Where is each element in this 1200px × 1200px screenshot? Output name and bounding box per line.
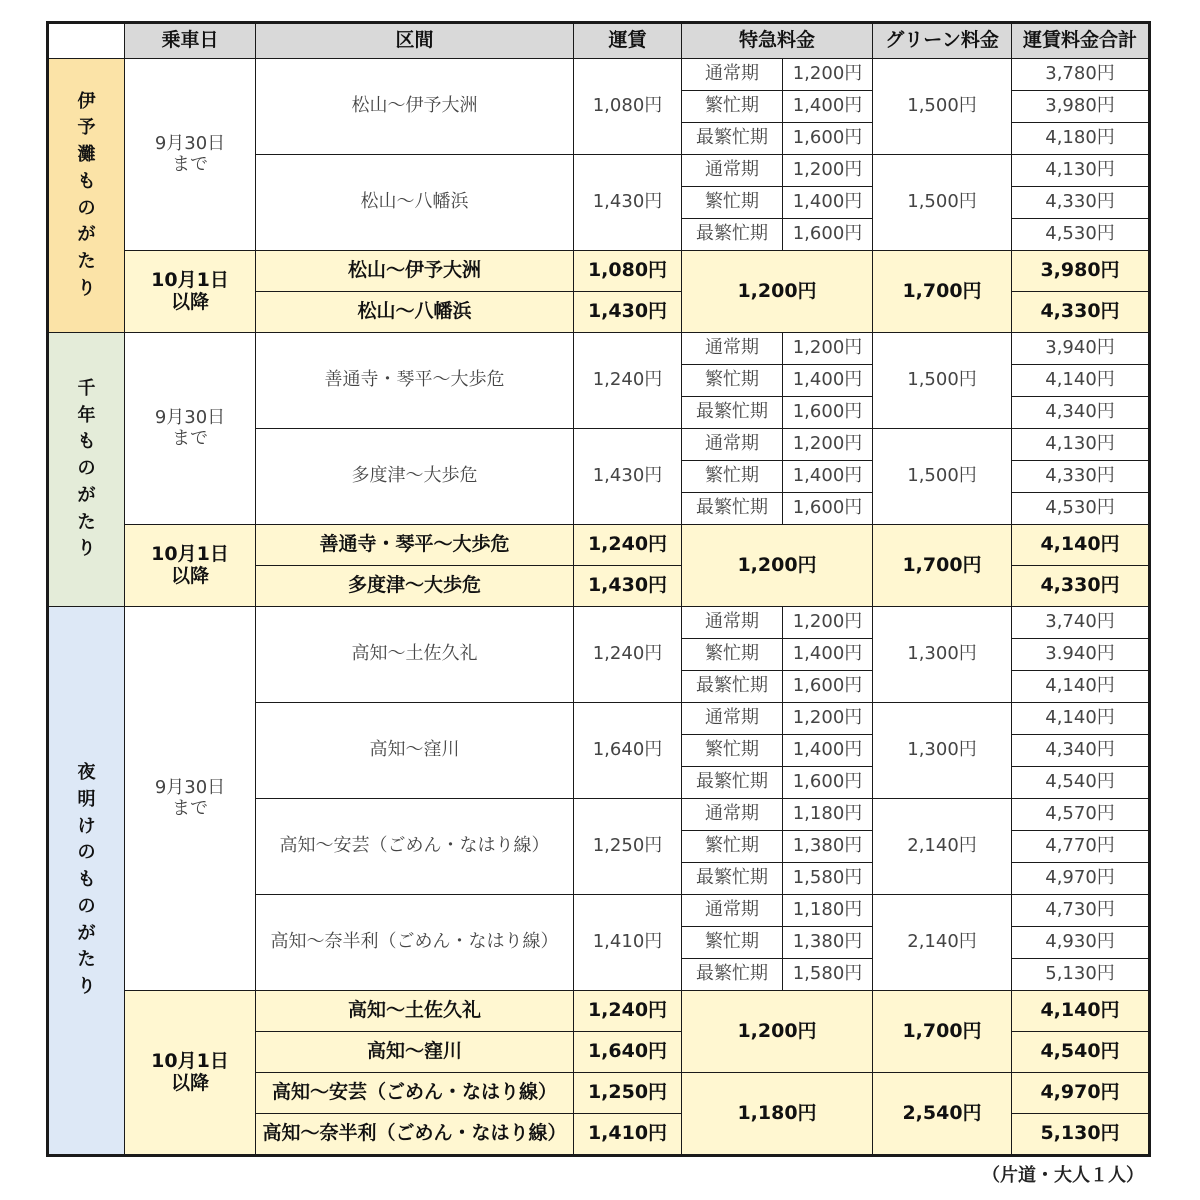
train-name-char: 明 xyxy=(77,789,96,811)
green-fee-cell: 1,700円 xyxy=(873,251,1012,333)
train-name xyxy=(49,59,125,333)
date-line: まで xyxy=(172,797,208,819)
total-cell: 4,140円 xyxy=(1012,525,1149,566)
train-name-char: が xyxy=(77,922,96,944)
total-cell: 4,180円 xyxy=(1012,123,1149,155)
route-cell: 高知～安芸（ごめん・なはり線） xyxy=(256,799,574,895)
date-line: 10月1日 xyxy=(151,268,229,291)
period-label: 通常期 xyxy=(682,799,783,831)
express-fee-cell: 1,200円 xyxy=(783,607,873,639)
train-name-char: り xyxy=(77,975,96,997)
route-cell: 高知～土佐久礼 xyxy=(256,991,574,1032)
express-fee-cell: 1,600円 xyxy=(783,671,873,703)
route-cell: 松山～伊予大洲 xyxy=(256,251,574,292)
train-name-char: も xyxy=(77,431,96,453)
header-express: 特急料金 xyxy=(682,24,873,59)
route-cell: 善通寺・琴平～大歩危 xyxy=(256,525,574,566)
fare-cell: 1,240円 xyxy=(574,525,682,566)
express-fee-cell: 1,600円 xyxy=(783,767,873,799)
route-cell: 松山～八幡浜 xyxy=(256,155,574,251)
fare-cell: 1,640円 xyxy=(574,703,682,799)
express-fee-cell: 1,200円 xyxy=(682,251,873,333)
train-name-char: も xyxy=(77,170,96,192)
total-cell: 4,340円 xyxy=(1012,735,1149,767)
train-name-char: の xyxy=(77,197,96,219)
train-name-char: た xyxy=(77,949,96,971)
period-label: 最繁忙期 xyxy=(682,767,783,799)
table-row xyxy=(49,59,1149,91)
train-name-char: り xyxy=(77,277,96,299)
period-label: 最繁忙期 xyxy=(682,959,783,991)
date-line: 以降 xyxy=(170,564,209,587)
route-cell: 高知～奈半利（ごめん・なはり線） xyxy=(256,1114,574,1155)
fare-cell: 1,240円 xyxy=(574,333,682,429)
green-fee-cell: 1,700円 xyxy=(873,991,1012,1073)
date-line: 以降 xyxy=(170,290,209,313)
total-cell: 4,140円 xyxy=(1012,703,1149,735)
route-cell: 松山～伊予大洲 xyxy=(256,59,574,155)
total-cell: 4,930円 xyxy=(1012,927,1149,959)
total-cell: 3,740円 xyxy=(1012,607,1149,639)
total-cell: 4,530円 xyxy=(1012,219,1149,251)
period-label: 通常期 xyxy=(682,333,783,365)
total-cell: 4,330円 xyxy=(1012,461,1149,493)
total-cell: 5,130円 xyxy=(1012,959,1149,991)
train-name-char: け xyxy=(77,815,96,837)
fare-cell: 1,080円 xyxy=(574,251,682,292)
date-line: 9月30日 xyxy=(154,132,226,154)
express-fee-cell: 1,200円 xyxy=(783,429,873,461)
date-line: 9月30日 xyxy=(154,406,226,428)
green-fee-cell: 1,500円 xyxy=(873,333,1012,429)
total-cell: 4,140円 xyxy=(1012,365,1149,397)
total-cell: 3,980円 xyxy=(1012,91,1149,123)
header-fare: 運賃 xyxy=(574,24,682,59)
green-fee-cell: 2,140円 xyxy=(873,799,1012,895)
total-cell: 4,970円 xyxy=(1012,1073,1149,1114)
period-label: 通常期 xyxy=(682,429,783,461)
train-name-char: り xyxy=(77,538,96,560)
express-fee-cell: 1,400円 xyxy=(783,735,873,767)
date-line: まで xyxy=(172,153,208,175)
total-cell: 4,540円 xyxy=(1012,767,1149,799)
header-section: 区間 xyxy=(256,24,574,59)
train-name-char: 予 xyxy=(77,117,96,139)
express-fee-cell: 1,200円 xyxy=(783,703,873,735)
express-fee-cell: 1,200円 xyxy=(682,525,873,607)
date-line: 10月1日 xyxy=(151,1049,229,1072)
fare-cell: 1,080円 xyxy=(574,59,682,155)
fare-cell: 1,410円 xyxy=(574,1114,682,1155)
train-name-char: 千 xyxy=(77,378,96,400)
green-fee-cell: 1,500円 xyxy=(873,59,1012,155)
train-name-char: の xyxy=(77,895,96,917)
table-row xyxy=(49,333,1149,365)
express-fee-cell: 1,600円 xyxy=(783,123,873,155)
total-cell: 4,130円 xyxy=(1012,429,1149,461)
period-label: 通常期 xyxy=(682,59,783,91)
table-row xyxy=(49,607,1149,639)
express-fee-cell: 1,580円 xyxy=(783,959,873,991)
total-cell: 4,530円 xyxy=(1012,493,1149,525)
route-cell: 高知～窪川 xyxy=(256,703,574,799)
train-name-char: た xyxy=(77,250,96,272)
period-label: 繁忙期 xyxy=(682,91,783,123)
fare-cell: 1,250円 xyxy=(574,1073,682,1114)
fare-cell: 1,430円 xyxy=(574,292,682,333)
green-fee-cell: 1,500円 xyxy=(873,155,1012,251)
express-fee-cell: 1,600円 xyxy=(783,219,873,251)
route-cell: 高知～土佐久礼 xyxy=(256,607,574,703)
route-cell: 高知～窪川 xyxy=(256,1032,574,1073)
train-name-char: の xyxy=(77,458,96,480)
express-fee-cell: 1,400円 xyxy=(783,365,873,397)
table-row xyxy=(49,525,1149,566)
express-fee-cell: 1,400円 xyxy=(783,187,873,219)
green-fee-cell: 1,500円 xyxy=(873,429,1012,525)
train-name xyxy=(49,333,125,607)
period-label: 繁忙期 xyxy=(682,735,783,767)
total-cell: 4,330円 xyxy=(1012,292,1149,333)
express-fee-cell: 1,380円 xyxy=(783,927,873,959)
boarding-date-old xyxy=(125,59,256,251)
fare-cell: 1,240円 xyxy=(574,991,682,1032)
total-cell: 4,140円 xyxy=(1012,991,1149,1032)
fare-cell: 1,430円 xyxy=(574,429,682,525)
route-cell: 善通寺・琴平～大歩危 xyxy=(256,333,574,429)
header-corner xyxy=(49,24,125,59)
period-label: 最繁忙期 xyxy=(682,397,783,429)
route-cell: 多度津～大歩危 xyxy=(256,566,574,607)
date-line: まで xyxy=(172,427,208,449)
express-fee-cell: 1,400円 xyxy=(783,91,873,123)
header-total: 運賃料金合計 xyxy=(1012,24,1149,59)
express-fee-cell: 1,200円 xyxy=(682,991,873,1073)
train-name-char: も xyxy=(77,869,96,891)
train-name-char: が xyxy=(77,484,96,506)
total-cell: 3,780円 xyxy=(1012,59,1149,91)
green-fee-cell: 1,300円 xyxy=(873,607,1012,703)
total-cell: 3,980円 xyxy=(1012,251,1149,292)
total-cell: 4,970円 xyxy=(1012,863,1149,895)
period-label: 最繁忙期 xyxy=(682,123,783,155)
total-cell: 4,340円 xyxy=(1012,397,1149,429)
express-fee-cell: 1,180円 xyxy=(783,799,873,831)
boarding-date-old xyxy=(125,607,256,991)
express-fee-cell: 1,600円 xyxy=(783,493,873,525)
express-fee-cell: 1,180円 xyxy=(783,895,873,927)
boarding-date-new xyxy=(125,251,256,333)
train-name-char: 夜 xyxy=(77,762,96,784)
green-fee-cell: 1,700円 xyxy=(873,525,1012,607)
green-fee-cell: 2,140円 xyxy=(873,895,1012,991)
route-cell: 高知～奈半利（ごめん・なはり線） xyxy=(256,895,574,991)
period-label: 最繁忙期 xyxy=(682,219,783,251)
boarding-date-old xyxy=(125,333,256,525)
date-line: 以降 xyxy=(170,1071,209,1094)
total-cell: 3,940円 xyxy=(1012,333,1149,365)
period-label: 通常期 xyxy=(682,607,783,639)
period-label: 最繁忙期 xyxy=(682,863,783,895)
table-row xyxy=(49,991,1149,1032)
fare-table-body xyxy=(49,59,1149,1155)
green-fee-cell: 1,300円 xyxy=(873,703,1012,799)
period-label: 繁忙期 xyxy=(682,639,783,671)
fare-table xyxy=(48,23,1149,1155)
footnote: （片道・大人１人） xyxy=(982,1165,1144,1186)
express-fee-cell: 1,180円 xyxy=(682,1073,873,1155)
fare-cell: 1,430円 xyxy=(574,566,682,607)
express-fee-cell: 1,200円 xyxy=(783,59,873,91)
period-label: 通常期 xyxy=(682,703,783,735)
period-label: 通常期 xyxy=(682,895,783,927)
boarding-date-new xyxy=(125,991,256,1155)
total-cell: 4,730円 xyxy=(1012,895,1149,927)
period-label: 繁忙期 xyxy=(682,927,783,959)
route-cell: 高知～安芸（ごめん・なはり線） xyxy=(256,1073,574,1114)
express-fee-cell: 1,580円 xyxy=(783,863,873,895)
header-date: 乗車日 xyxy=(125,24,256,59)
train-name xyxy=(49,607,125,1155)
header-row xyxy=(49,24,1149,59)
train-name-char: 灘 xyxy=(77,144,96,166)
express-fee-cell: 1,200円 xyxy=(783,333,873,365)
total-cell: 4,770円 xyxy=(1012,831,1149,863)
period-label: 通常期 xyxy=(682,155,783,187)
fare-cell: 1,250円 xyxy=(574,799,682,895)
total-cell: 4,330円 xyxy=(1012,187,1149,219)
table-row xyxy=(49,251,1149,292)
fare-cell: 1,430円 xyxy=(574,155,682,251)
total-cell: 4,330円 xyxy=(1012,566,1149,607)
route-cell: 松山～八幡浜 xyxy=(256,292,574,333)
period-label: 繁忙期 xyxy=(682,187,783,219)
total-cell: 4,130円 xyxy=(1012,155,1149,187)
green-fee-cell: 2,540円 xyxy=(873,1073,1012,1155)
express-fee-cell: 1,600円 xyxy=(783,397,873,429)
total-cell: 3.940円 xyxy=(1012,639,1149,671)
date-line: 9月30日 xyxy=(154,776,226,798)
total-cell: 4,140円 xyxy=(1012,671,1149,703)
period-label: 繁忙期 xyxy=(682,365,783,397)
total-cell: 5,130円 xyxy=(1012,1114,1149,1155)
train-name-char: た xyxy=(77,511,96,533)
train-name-char: の xyxy=(77,842,96,864)
period-label: 繁忙期 xyxy=(682,831,783,863)
express-fee-cell: 1,400円 xyxy=(783,639,873,671)
express-fee-cell: 1,380円 xyxy=(783,831,873,863)
fare-cell: 1,640円 xyxy=(574,1032,682,1073)
period-label: 最繁忙期 xyxy=(682,671,783,703)
fare-cell: 1,240円 xyxy=(574,607,682,703)
route-cell: 多度津～大歩危 xyxy=(256,429,574,525)
train-name-char: 年 xyxy=(77,404,96,426)
train-name-char: 伊 xyxy=(77,90,96,112)
express-fee-cell: 1,200円 xyxy=(783,155,873,187)
boarding-date-new xyxy=(125,525,256,607)
total-cell: 4,570円 xyxy=(1012,799,1149,831)
total-cell: 4,540円 xyxy=(1012,1032,1149,1073)
date-line: 10月1日 xyxy=(151,542,229,565)
header-green: グリーン料金 xyxy=(873,24,1012,59)
period-label: 最繁忙期 xyxy=(682,493,783,525)
period-label: 繁忙期 xyxy=(682,461,783,493)
train-name-char: が xyxy=(77,224,96,246)
express-fee-cell: 1,400円 xyxy=(783,461,873,493)
fare-cell: 1,410円 xyxy=(574,895,682,991)
